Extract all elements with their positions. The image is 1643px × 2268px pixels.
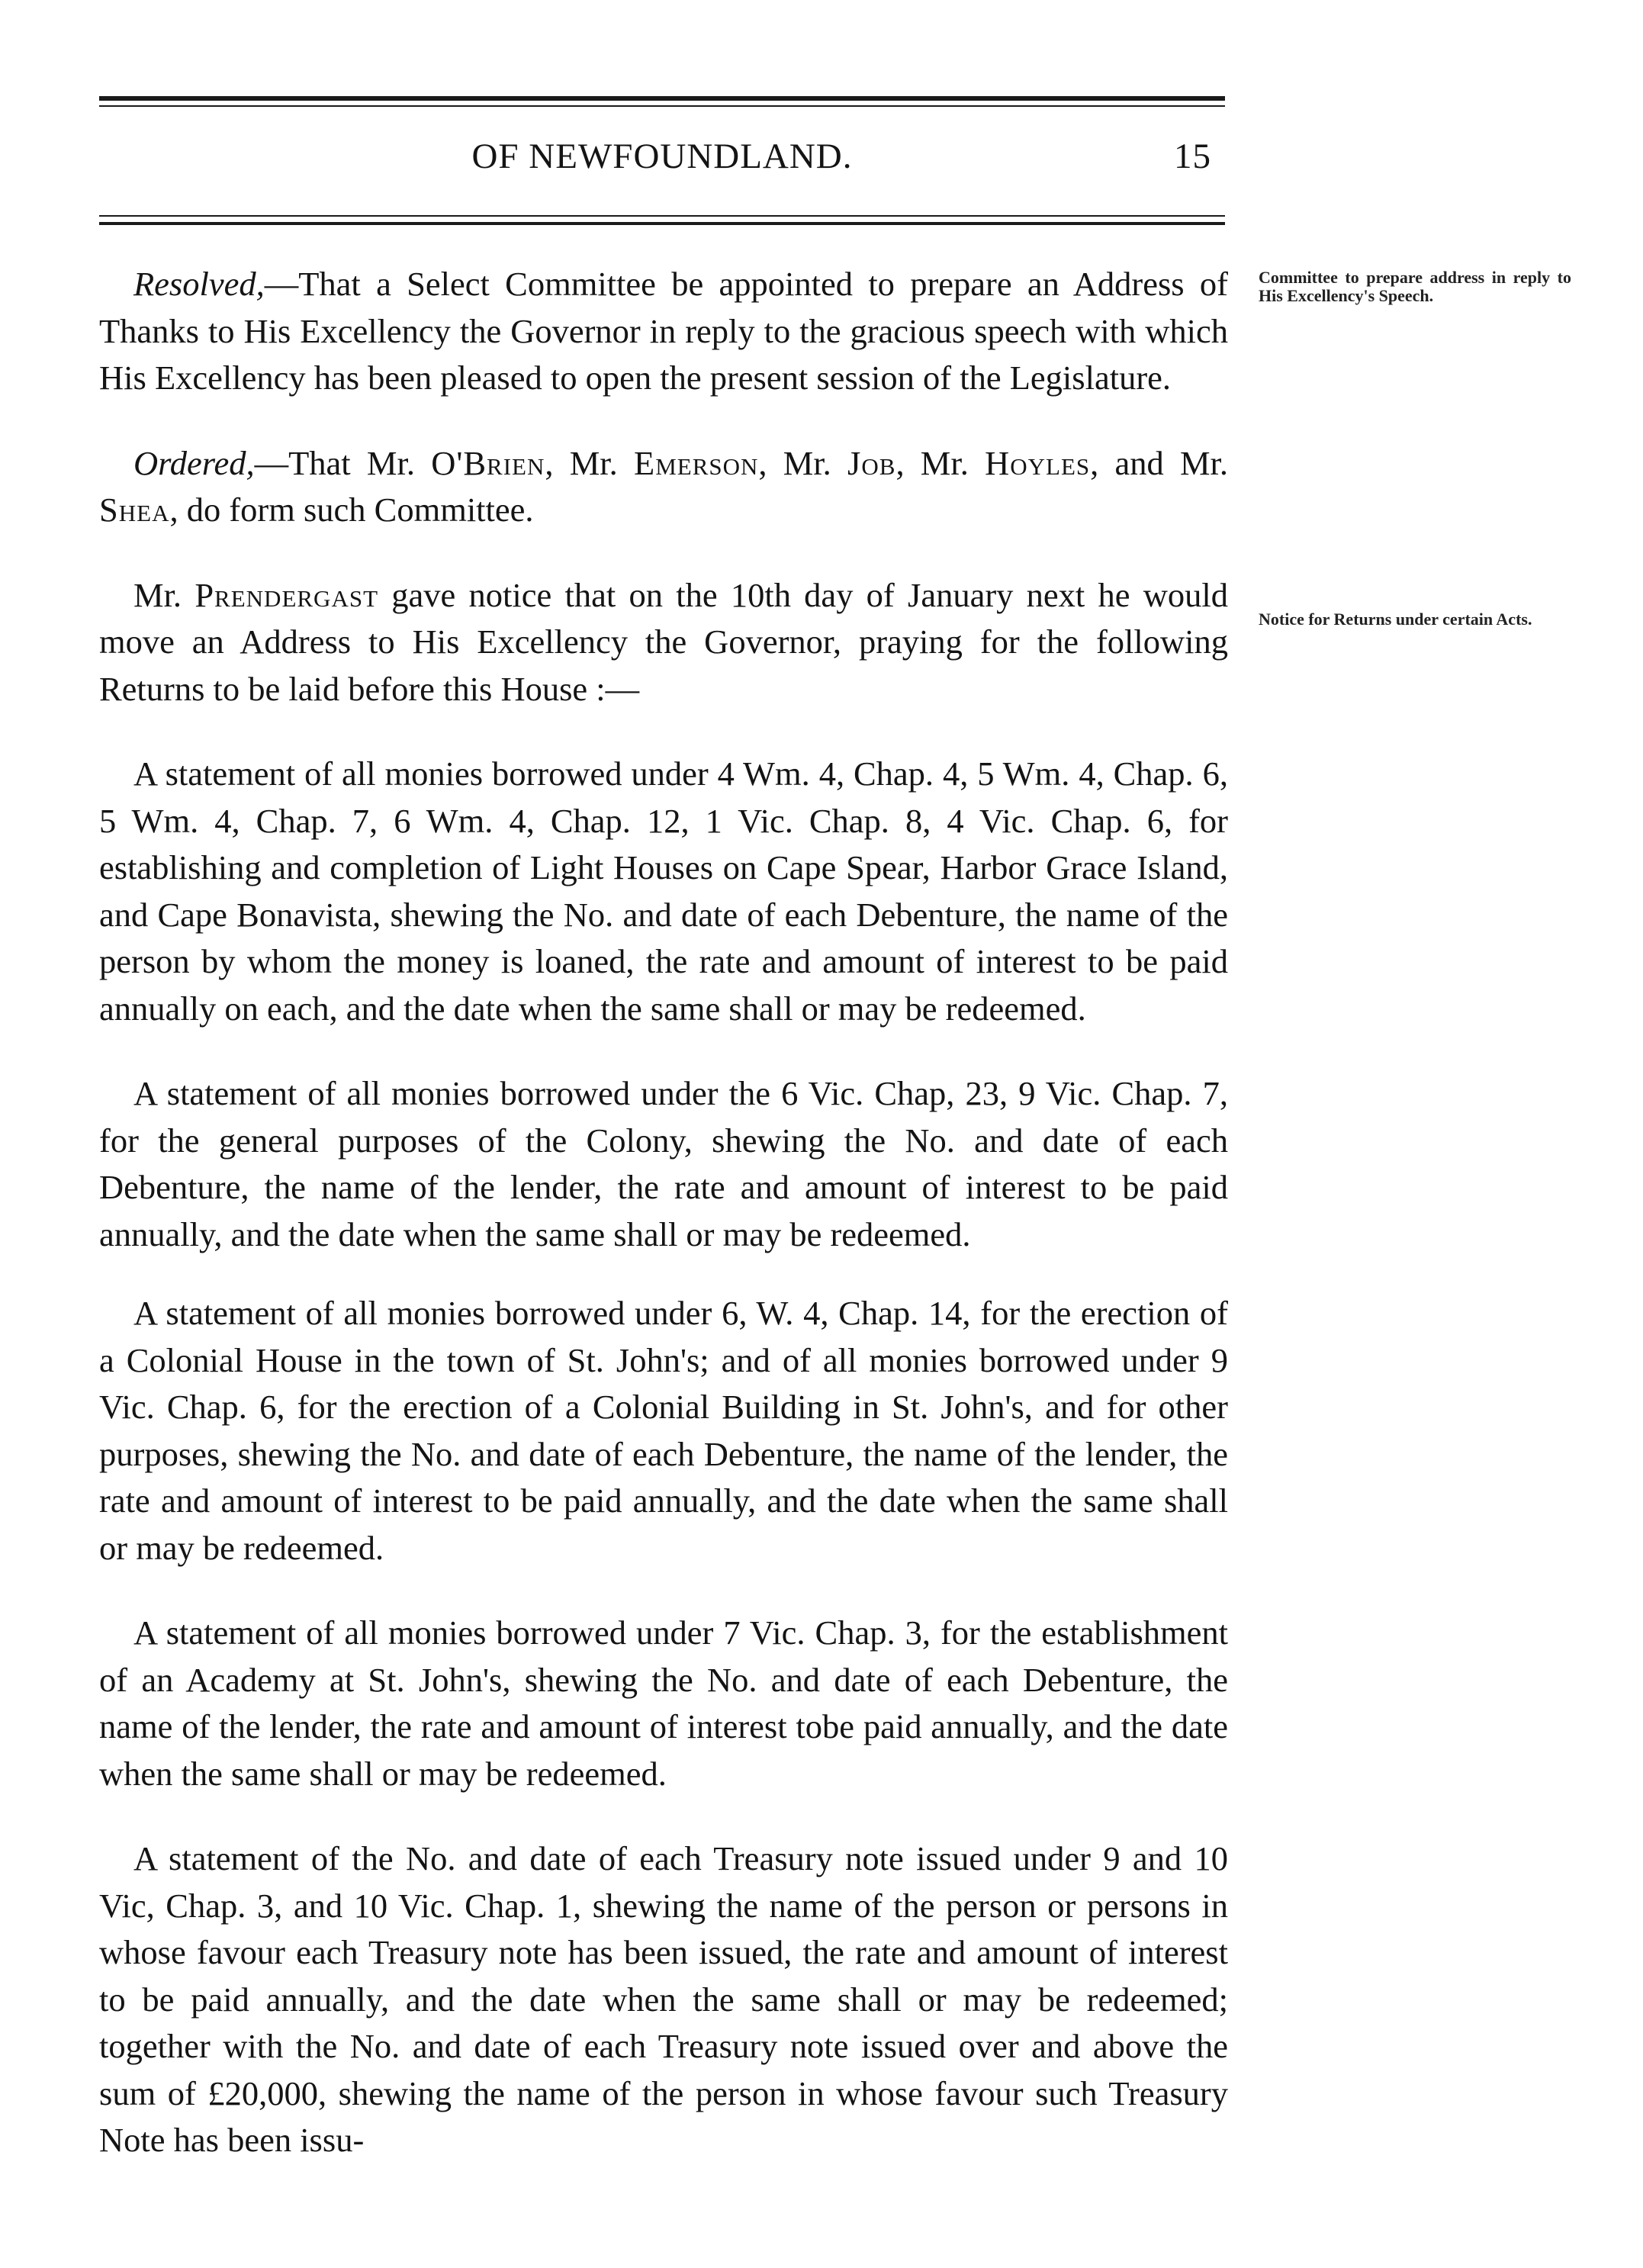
paragraph-ordered (99, 440, 1228, 534)
ordered-text-a: —That Mr. (254, 443, 432, 482)
running-title: OF NEWFOUNDLAND. (471, 137, 853, 176)
header-rule-thick (99, 96, 1225, 101)
member-shea: Shea (99, 491, 170, 529)
margin-note-returns: Notice for Returns under certain Acts. (1259, 610, 1532, 629)
paragraph-general-purposes: A statement of all monies borrowed under the 6 Vic. Chap, 23, 9 Vic. Chap. 7, for the general purposes of the Colony, shewing the No. and date of each Debenture, the name of the lender, the rate and amount of interest to be paid annually, and the date when the same shall or may be redeemed. (99, 1074, 1228, 1253)
margin-note-committee: Committee to prepare address in reply to His Excellency's Speech. (1259, 268, 1571, 305)
header-rule-thin (99, 105, 1225, 107)
body-text (99, 261, 1228, 2202)
ordered-text-e: , and Mr. (1090, 443, 1229, 482)
header-underline-top (99, 215, 1225, 217)
notice-text-a: Mr. (133, 575, 195, 614)
paragraph-treasury-notes: A statement of the No. and date of each Treasury note issued under 9 and 10 Vic, Chap. 3, and 10 Vic. Chap. 1, shewing the name of the person or persons in whose favour each Treasury note has been issued, the rate and amount of interest to be paid annually, and the date when the same shall or may be redeemed; together with the No. and date of each Treasury note issued over and above the sum of £20,000, shewing the name of the person in whose favour such Treasury Note has been issu- (99, 1839, 1228, 2159)
paragraph-light-houses: A statement of all monies borrowed under 4 Wm. 4, Chap. 4, 5 Wm. 4, Chap. 6, 5 Wm. 4, Chap. 7, 6 Wm. 4, Chap. 12, 1 Vic. Chap. 8, 4 Vic. Chap. 6, for establishing and completion of Light Houses on Cape Spear, Harbor Grace Island, and Cape Bonavista, shewing the No. and date of each Debenture, the name of the person by whom the money is loaned, the rate and amount of interest to be paid annually on each, and the date when the same shall or may be redeemed. (99, 754, 1228, 1028)
paragraph-notice (99, 572, 1228, 713)
resolved-lead: Resolved, (133, 265, 265, 303)
page-number: 15 (1174, 137, 1211, 176)
member-emerson: Emerson (634, 443, 759, 482)
member-hoyles: Hoyles (985, 443, 1091, 482)
ordered-text-c: , Mr. (758, 443, 848, 482)
ordered-lead: Ordered, (133, 443, 255, 482)
member-obrien: O'Brien (431, 443, 545, 482)
ordered-text-d: , Mr. (895, 443, 985, 482)
header-underline-bottom (99, 222, 1225, 225)
paragraph-resolved (99, 261, 1228, 402)
running-header (99, 128, 1225, 189)
ordered-text-b: , Mr. (545, 443, 635, 482)
ordered-text-f: , do form such Committee. (169, 491, 534, 529)
resolved-text: —That a Select Committee be appointed to prepare an Address of Thanks to His Excellency the Governor in reply to the gracious speech with which His Excellency has been pleased to open the present session of the Legislature. (99, 265, 1228, 397)
member-prendergast: Prendergast (195, 575, 379, 614)
paragraph-academy: A statement of all monies borrowed under 7 Vic. Chap. 3, for the establishment of an Academy at St. John's, shewing the No. and date of each Debenture, the name of the lender, the rate and amount of interest tobe paid annually, and the date when the same shall or may be redeemed. (99, 1613, 1228, 1793)
notice-text-b: gave notice that on the 10th day of January next he would move an Address to His Excellency the Governor, praying for the following Returns to be laid before this House :— (99, 575, 1229, 708)
member-job: Job (847, 443, 896, 482)
paragraph-colonial-building: A statement of all monies borrowed under 6, W. 4, Chap. 14, for the erection of a Colonial House in the town of St. John's; and of all monies borrowed under 9 Vic. Chap. 6, for the erection of a Colonial Building in St. John's, and for other purposes, shewing the No. and date of each Debenture, the name of the lender, the rate and amount of interest to be paid annually, and the date when the same shall or may be redeemed. (99, 1294, 1228, 1567)
